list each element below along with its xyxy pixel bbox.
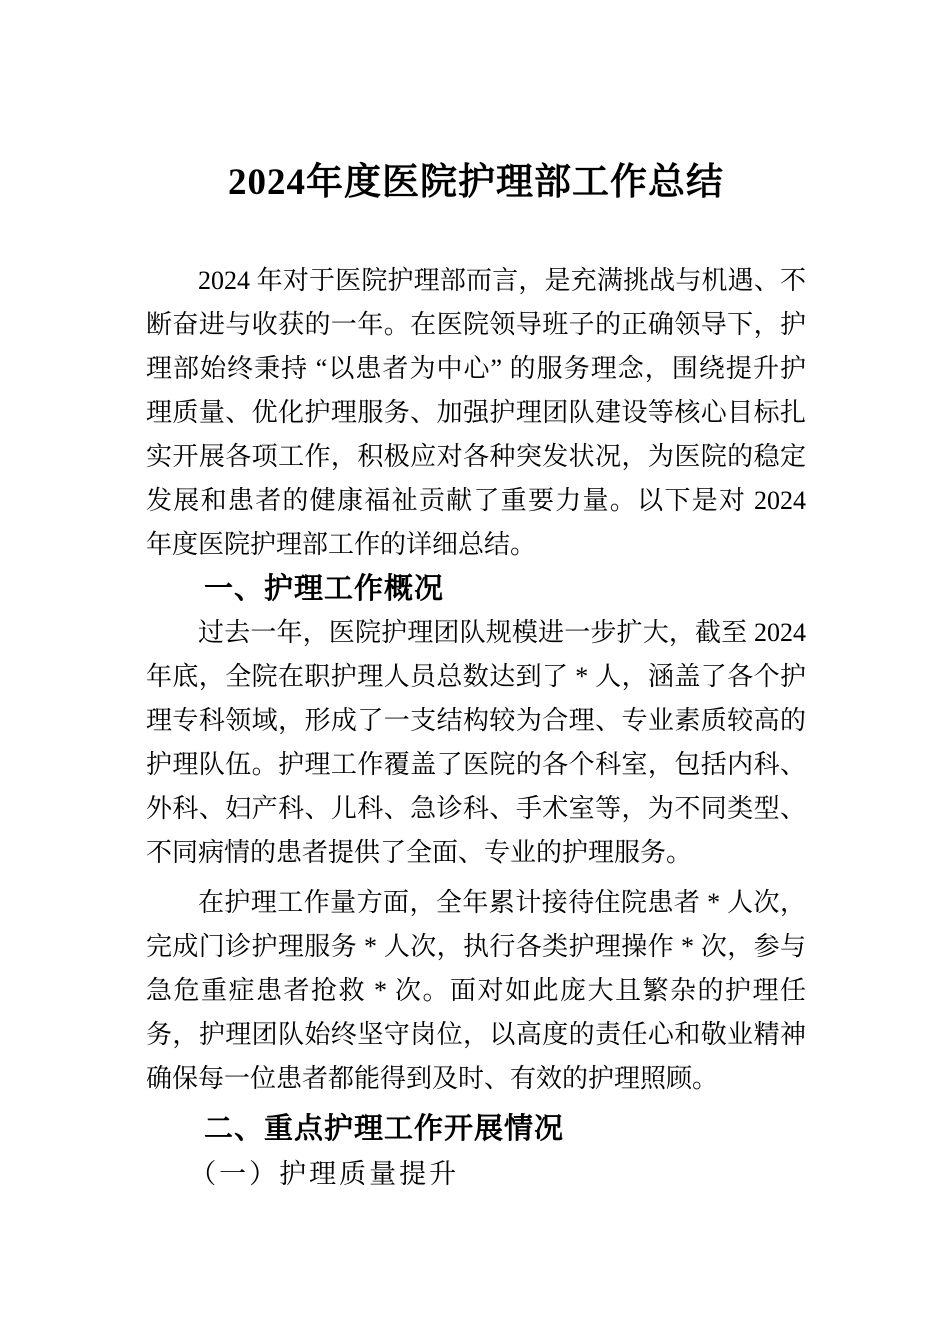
intro-paragraph: 2024 年对于医院护理部而言，是充满挑战与机遇、不断奋进与收获的一年。在医院领导班子的正确领导下，护理部始终秉持 “以患者为中心” 的服务理念，围绕提升护理质量、优化护理服务、加强护理团队建设等核心目标扎实开展各项工作，积极应对各种突发状况，为医院的稳定发展和患者的健康福祉贡献了重要力量。以下是对 2024 年度医院护理部工作的详细总结。	[146, 266, 806, 559]
section-2-subheading: （一）护理质量提升	[189, 1159, 460, 1189]
document-title: 2024年度医院护理部工作总结	[228, 162, 724, 203]
section-2-heading: 二、重点护理工作开展情况	[204, 1113, 565, 1145]
section-1-paragraph-2: 在护理工作量方面，全年累计接待住院患者 * 人次，完成门诊护理服务 * 人次，执行各类护理操作 * 次，参与急危重症患者抢救 * 次。面对如此庞大且繁杂的护理任务，护理团队始终坚守岗位，以高度的责任心和敬业精神确保每一位患者都能得到及时、有效的护理照顾。	[146, 888, 806, 1093]
section-1-heading: 一、护理工作概况	[204, 573, 445, 605]
section-1-paragraph-1: 过去一年，医院护理团队规模进一步扩大，截至 2024 年底，全院在职护理人员总数达到了 * 人，涵盖了各个护理专科领域，形成了一支结构较为合理、专业素质较高的护理队伍。护理工作覆盖了医院的各个科室，包括内科、外科、妇产科、儿科、急诊科、手术室等，为不同类型、不同病情的患者提供了全面、专业的护理服务。	[146, 618, 806, 867]
